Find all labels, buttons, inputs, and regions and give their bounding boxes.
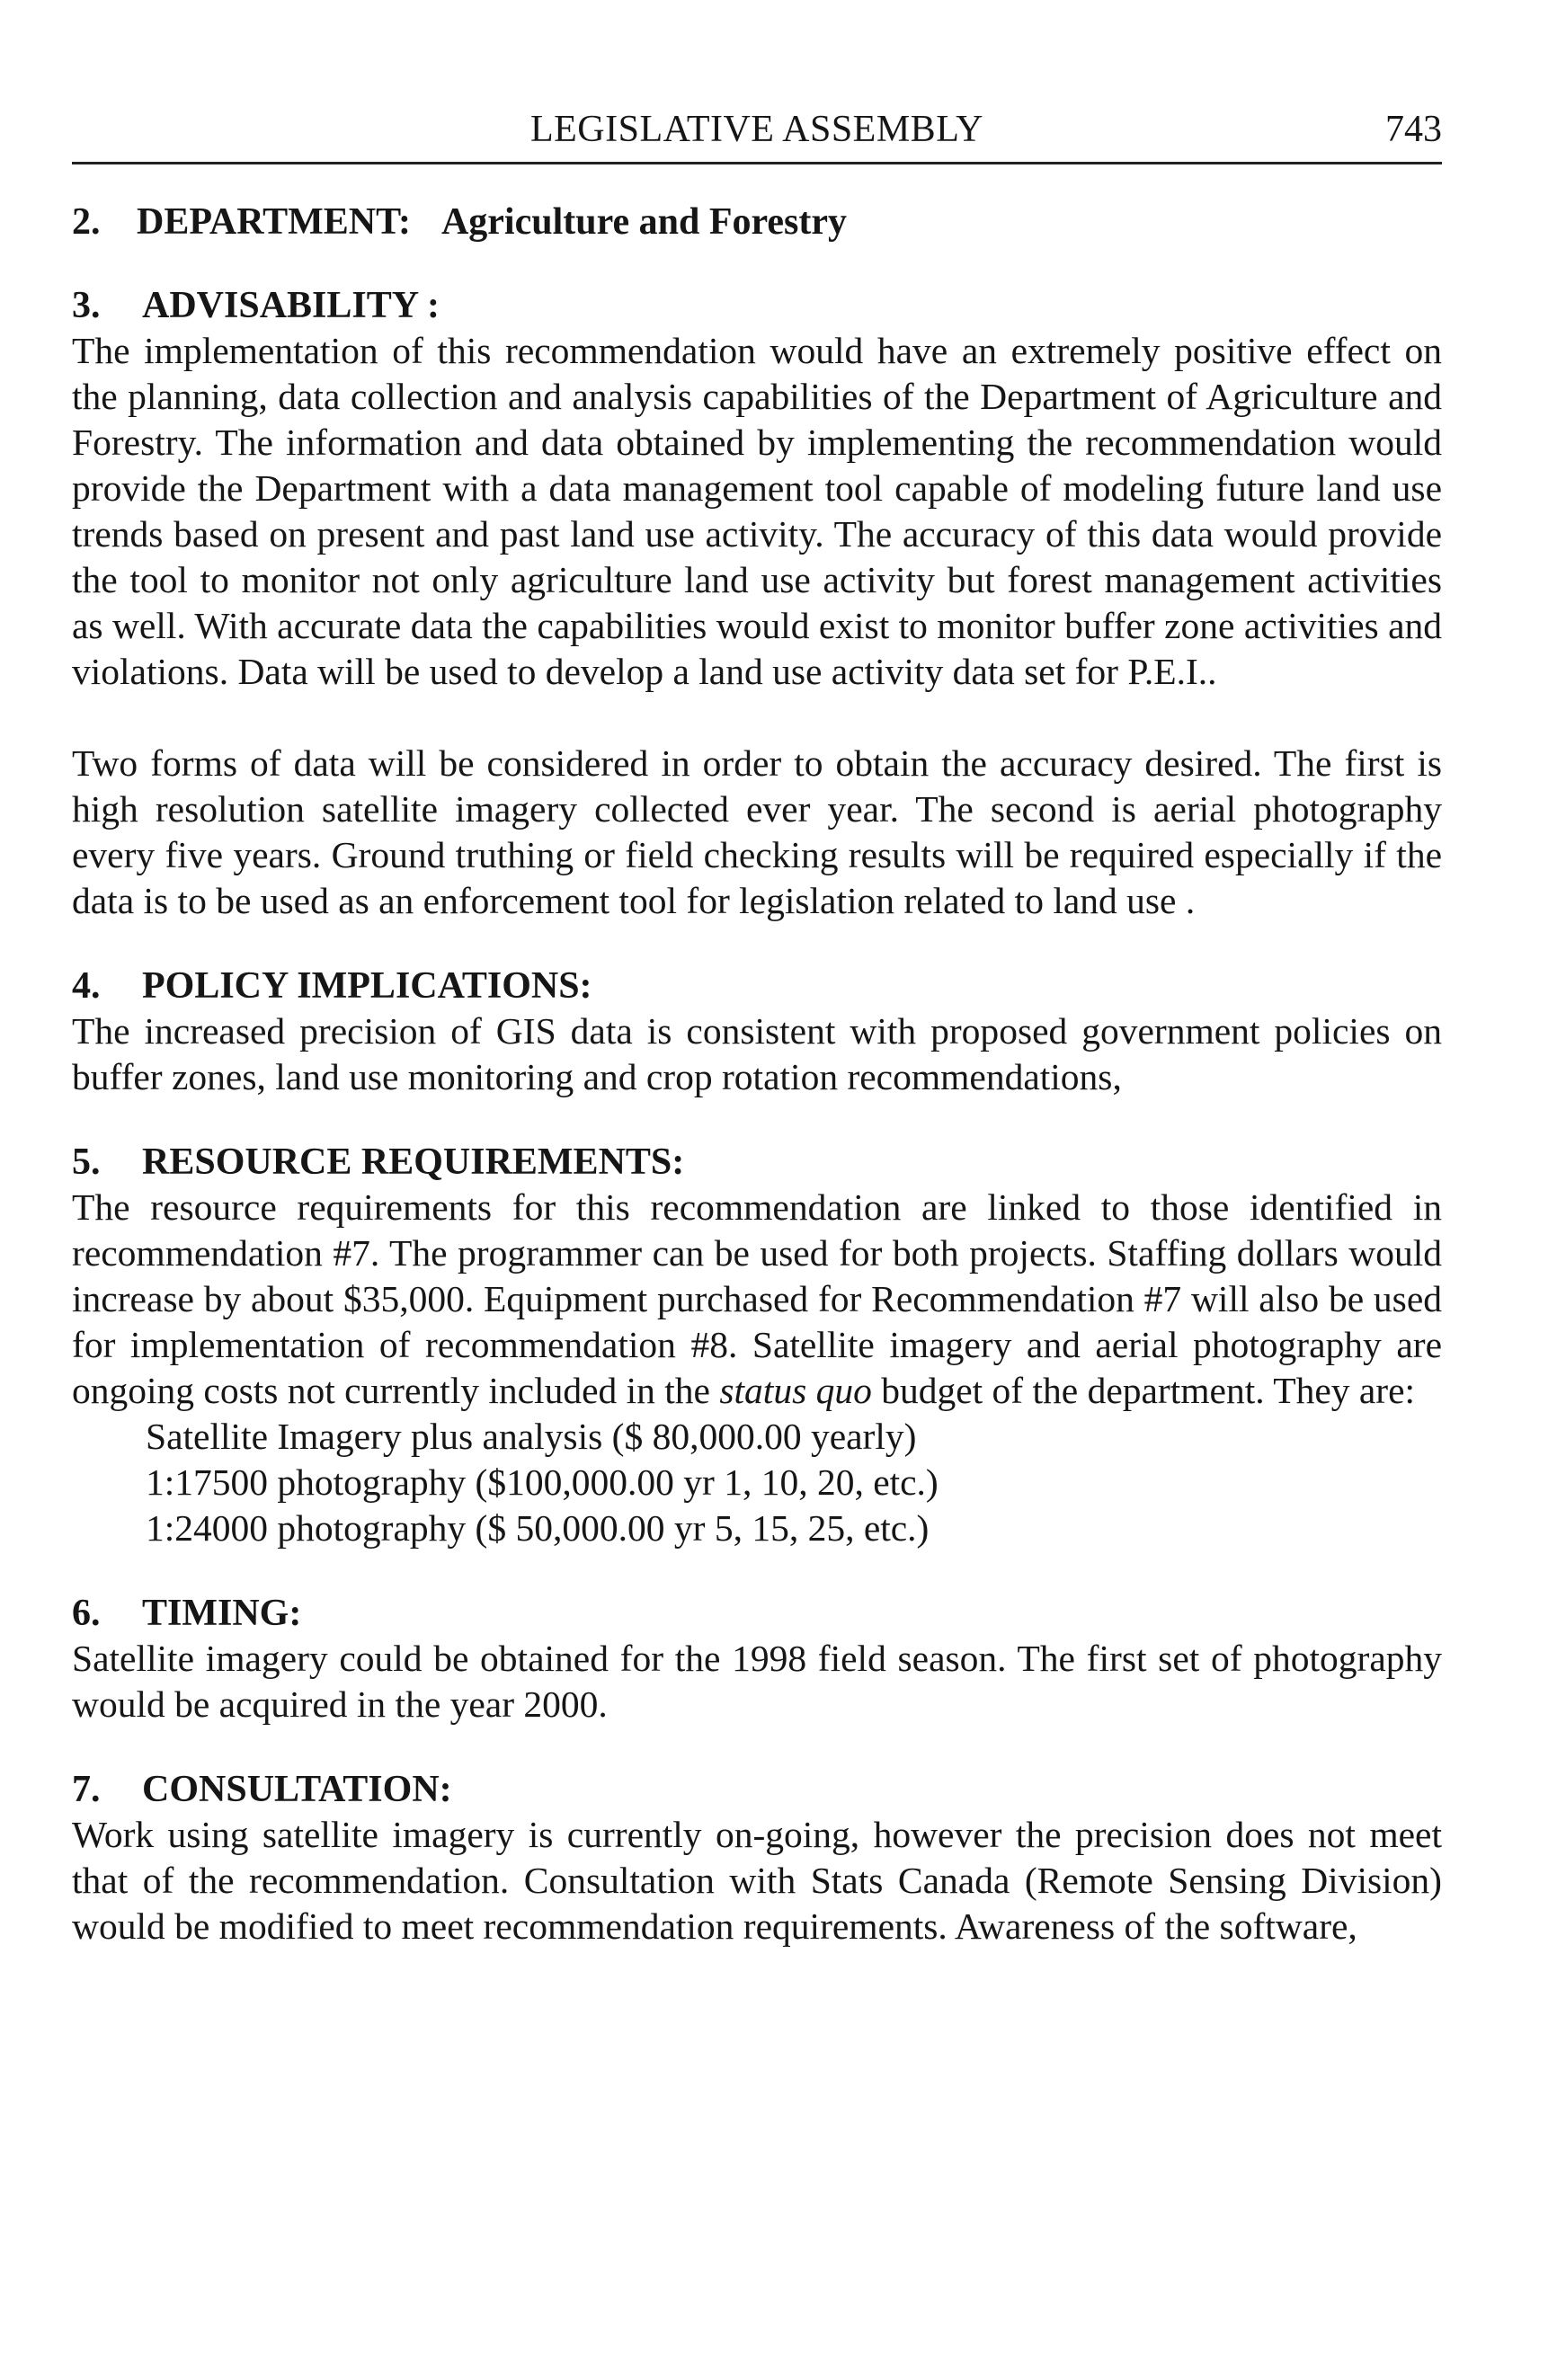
section-heading <box>72 283 1442 328</box>
section-timing <box>72 1591 1442 1727</box>
section-paragraph <box>72 1185 1442 1414</box>
cost-item: 1:24000 photography ($ 50,000.00 yr 5, 15, 25, etc.) <box>146 1507 930 1549</box>
cost-list <box>146 1414 1442 1551</box>
department-number: 2. <box>72 201 101 243</box>
section-heading <box>72 1140 1442 1185</box>
section-heading <box>72 964 1442 1008</box>
section-paragraph: The implementation of this recommendation would have an extremely positive effect on the planning, data collection and analysis capabilities of the Department of Agriculture and Forestry. The information and data obtained by implementing the recommendation would provide the Department with a data management tool capable of modeling future land use trends based on present and past land use activity. The accuracy of this data would provide the tool to monitor not only agriculture land use activity but forest management activities as well. With accurate data the capabilities would exist to monitor buffer zone activities and violations. Data will be used to develop a land use activity data set for P.E.I.. <box>72 330 1442 692</box>
section-paragraph: Satellite imagery could be obtained for the 1998 field season. The first set of photography would be acquired in the year 2000. <box>72 1638 1442 1725</box>
document-page <box>72 106 1442 1949</box>
running-header <box>72 106 1442 164</box>
section-heading <box>72 1591 1442 1636</box>
department-label: DEPARTMENT: <box>137 201 411 243</box>
section-number: 3. <box>72 285 101 326</box>
paragraph-text: budget of the department. They are: <box>881 1370 1416 1411</box>
section-heading <box>72 1767 1442 1812</box>
paragraph-text: The resource requirements for this recommendation are linked to those identified in recommendation #7. The programmer can be used for both projects. Staffing dollars would increase by about $35,000. Equipment purchased for Recommendation #7 will also be used for implementation of recommendation #8. Satellite imagery and aerial photography are ongoing costs not currently included in the <box>72 1186 1442 1411</box>
section-advisability <box>72 283 1442 924</box>
section-paragraph: Two forms of data will be considered in order to obtain the accuracy desired. The first is high resolution satellite imagery collected ever year. The second is aerial photography every five years. Ground truthing or field checking results will be required especially if the data is to be used as an enforcement tool for legislation related to land use . <box>72 742 1442 921</box>
section-resource-requirements <box>72 1140 1442 1551</box>
section-policy-implications <box>72 964 1442 1100</box>
section-number: 5. <box>72 1141 101 1183</box>
cost-item: Satellite Imagery plus analysis ($ 80,000.00 yearly) <box>146 1416 917 1457</box>
section-title: RESOURCE REQUIREMENTS: <box>142 1141 685 1183</box>
section-number: 4. <box>72 965 101 1007</box>
section-title: ADVISABILITY : <box>142 285 440 326</box>
section-consultation <box>72 1767 1442 1949</box>
department-value: Agriculture and Forestry <box>440 201 848 243</box>
section-number: 7. <box>72 1769 101 1810</box>
section-title: POLICY IMPLICATIONS: <box>142 965 592 1007</box>
page-number: 743 <box>1385 109 1442 150</box>
department-line <box>72 200 1442 244</box>
section-paragraph: The increased precision of GIS data is consistent with proposed government policies on buffer zones, land use monitoring and crop rotation recommendations, <box>72 1010 1442 1097</box>
section-number: 6. <box>72 1593 101 1634</box>
section-title: CONSULTATION: <box>142 1769 452 1810</box>
italic-term: status quo <box>719 1370 872 1411</box>
cost-item: 1:17500 photography ($100,000.00 yr 1, 10, 20, etc.) <box>146 1461 939 1503</box>
section-title: TIMING: <box>142 1593 302 1634</box>
running-title: LEGISLATIVE ASSEMBLY <box>530 109 983 150</box>
section-paragraph: Work using satellite imagery is currently on-going, however the precision does not meet that of the recommendation. Consultation with Stats Canada (Remote Sensing Division) would be modified to meet recommendation requirements. Awareness of the software, <box>72 1814 1442 1947</box>
